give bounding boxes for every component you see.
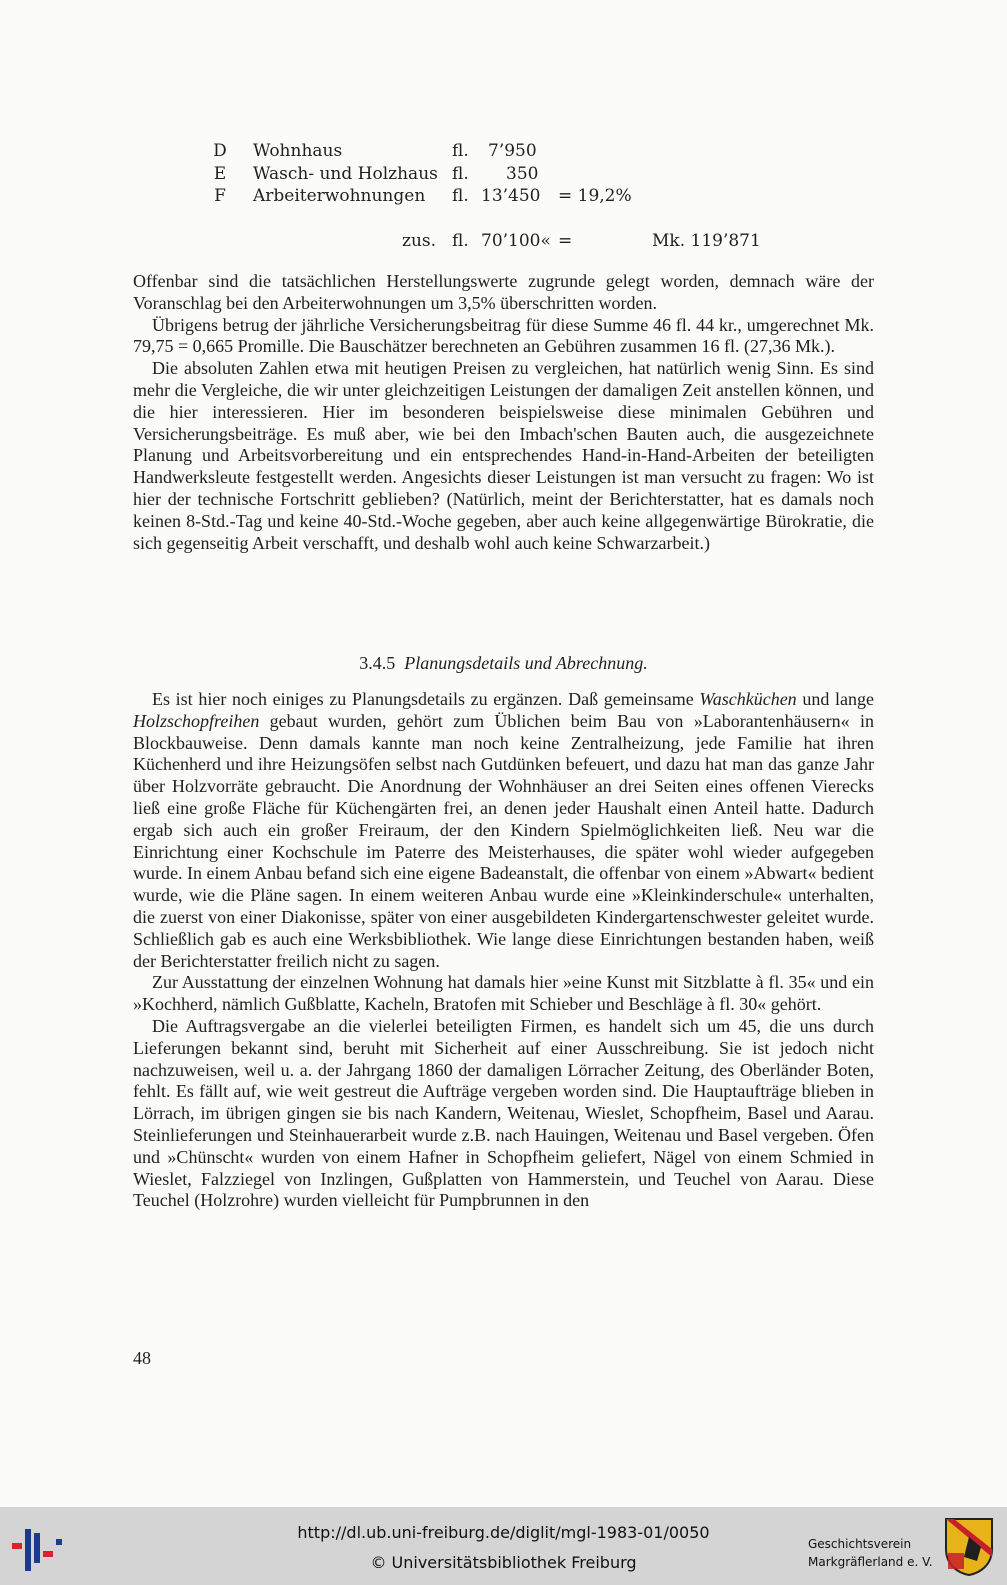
body-text-top — [133, 271, 874, 554]
row-label: Wasch- und Holzhaus — [253, 164, 438, 184]
row-amount: 7’950 — [488, 141, 537, 161]
row-code: D — [213, 141, 227, 161]
total-amount: 70’100« — [481, 231, 551, 251]
total-unit: fl. — [452, 231, 469, 251]
row-label: Wohnhaus — [253, 141, 343, 161]
paragraph: Die absoluten Zahlen etwa mit heutigen Preisen zu vergleichen, hat natürlich wenig Sinn. Es sind mehr die Vergleiche, die wir unter gleichzeitigen Leistungen der damaligen Zeit anstellen können, und die hier interessieren. Hier im besonderen beispielsweise diese minimalen Gebühren und Versicherungsbeiträge. Es muß aber, wie bei den Imbach'schen Bauten auch, die ausgezeichnete Planung und Arbeitsvorbereitung und ein entsprechendes Hand-in-Hand-Arbeiten der beteiligten Handwerksleute festgestellt werden. Angesichts dieser Leistungen ist man versucht zu fragen: Wo ist hier der technische Fortschritt geblieben? (Natürlich, meint der Berichterstatter, hat es damals noch keinen 8-Std.-Tag und keine 40-Std.-Woche gegeben, aber auch keine allgegenwärtige Bürokratie, die sich gegenseitig Arbeit verschafft, und deshalb wohl auch keine Schwarzarbeit.) — [133, 358, 874, 553]
section-heading — [0, 653, 1007, 674]
row-code: E — [213, 164, 227, 184]
org-name-line1: Geschichtsverein — [808, 1537, 912, 1551]
paragraph — [133, 689, 874, 972]
section-number: 3.4.5 — [359, 653, 396, 673]
footer-organization — [808, 1535, 933, 1571]
text-run: Es ist hier noch einiges zu Planungsdetails zu ergänzen. Daß gemeinsame — [152, 689, 700, 709]
row-label: Arbeiterwohnungen — [253, 186, 426, 206]
paragraph: Die Auftragsvergabe an die vielerlei beteiligten Firmen, es handelt sich um 45, die uns durch Lieferungen bekannt sind, beruht mit Sicherheit auf einer Ausschreibung. Sie ist jedoch nicht nachzuweisen, weil u. a. der Jahrgang 1860 der damaligen Lörracher Zeitung, des Oberländer Boten, fehlt. Es fällt auf, wie weit gestreut die Aufträge vergeben worden sind. Die Hauptaufträge blieben in Lörrach, im übrigen gingen sie bis nach Kandern, Weitenau, Wieslet, Schopfheim, Basel und Aarau. Steinlieferungen und Steinhauerarbeit wurde z.B. nach Hauingen, Weitenau und Basel vergeben. Öfen und »Chünscht« wurden von einem Hafner in Schopfheim geliefert, Nägel von einem Schmied in Wieslet, Falzziegel von Inzlingen, Gußplatten von Hammerstein, und Teuchel von Aarau. Diese Teuchel (Holzrohre) wurden vielleicht für Pumpbrunnen in den — [133, 1015, 874, 1211]
row-unit: fl. — [452, 186, 469, 206]
row-unit: fl. — [452, 141, 469, 161]
text-run: gebaut wurden, gehört zum Üblichen beim Bau von »Laborantenhäusern« in Blockbauweise. Denn damals kannte man noch keine Zentralheizung, jede Familie hat ihren Küchenherd und ihre Heizungsöfen selbst nach Gutdünken befeuert, und dazu hat man das ganze Jahr über Holzvorräte gebraucht. Die Anordnung der Wohnhäuser an drei Seiten eines offenen Vierecks ließ eine große Fläche für Küchengärten frei, an denen jeder Haushalt einen Anteil hatte. Dadurch ergab sich auch ein großer Freiraum, der den Kindern Spielmöglichkeiten ließ. Neu war die Einrichtung einer Kochschule im Paterre des Meisterhauses, die später wohl wieder aufgegeben wurde. In einem Anbau befand sich eine eigene Badeanstalt, die offenbar von einem »Abwart« bedient wurde, wie die Pläne sagen. In einem weiteren Anbau wurde eine »Kleinkinderschule« unterhalten, die zuerst von einer Diakonisse, später von einer ausgebildeten Kindergartenschwester geleitet wurde. Schließlich gab es auch eine Werksbibliothek. Wie lange diese Einrichtungen bestanden haben, weiß der Berichterstatter freilich nicht zu sagen. — [133, 710, 874, 971]
paragraph: Übrigens betrug der jährliche Versicherungsbeitrag für diese Summe 46 fl. 44 kr., umgerechnet Mk. 79,75 = 0,665 Promille. Die Bauschätzer berechneten an Gebühren zusammen 16 fl. (27,36 Mk.). — [133, 314, 874, 357]
footer-url-link[interactable]: http://dl.ub.uni-freiburg.de/diglit/mgl-1983-01/0050 — [297, 1523, 710, 1542]
coat-of-arms-icon — [944, 1517, 994, 1577]
row-amount: 350 — [506, 164, 539, 184]
footer-bar — [0, 1507, 1007, 1585]
row-code: F — [214, 186, 226, 206]
row-amount: 13’450 — [481, 186, 541, 206]
text-run: und lange — [796, 689, 875, 709]
paragraph: Offenbar sind die tatsächlichen Herstellungswerte zugrunde gelegt worden, demnach wäre der Voranschlag bei den Arbeiterwohnungen um 3,5% überschritten worden. — [133, 271, 874, 313]
page-number: 48 — [133, 1348, 151, 1368]
emphasis: Waschküchen — [699, 689, 797, 709]
total-mk: Mk. 119’871 — [652, 231, 761, 251]
row-percentage: = 19,2% — [558, 186, 632, 206]
footer-copyright: © Universitätsbibliothek Freiburg — [370, 1553, 637, 1572]
total-equals: = — [558, 231, 573, 251]
total-label: zus. — [402, 231, 437, 251]
section-title: Planungsdetails und Abrechnung. — [404, 653, 648, 673]
body-text-bottom — [133, 689, 874, 1212]
paragraph: Zur Ausstattung der einzelnen Wohnung hat damals hier »eine Kunst mit Sitzblatte à fl. 35« und ein »Kochherd, nämlich Gußblatte, Kacheln, Bratofen mit Schieber und Beschläge à fl. 30« gehört. — [133, 972, 874, 1015]
emphasis: Holzschopfreihen — [133, 710, 260, 731]
row-unit: fl. — [452, 164, 469, 184]
org-name-line2: Markgräflerland e. V. — [808, 1555, 933, 1569]
